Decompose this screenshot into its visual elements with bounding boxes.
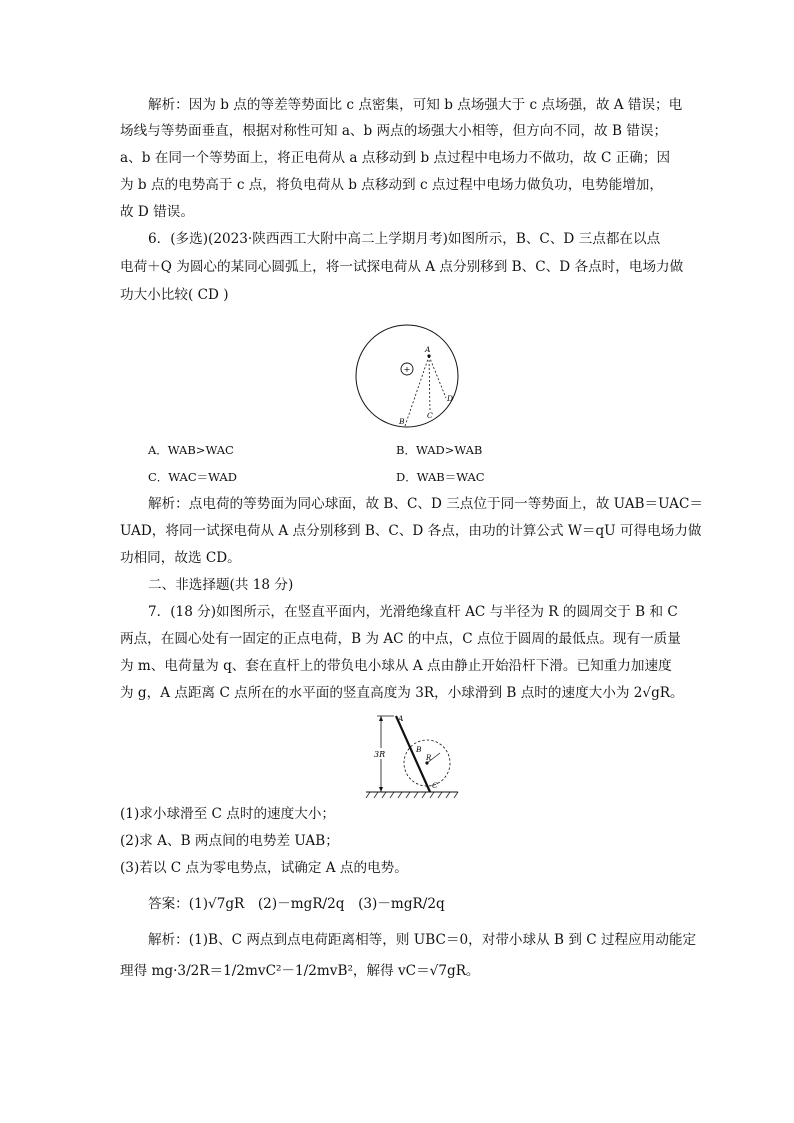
q6-fig-label-b: B bbox=[399, 417, 405, 426]
q6-option-a: A．WAB>WAC bbox=[148, 443, 234, 457]
q6-stem-line-2: 电荷＋Q 为圆心的某同心圆弧上，将一试探电荷从 A 点分别移到 B、C、D 各点时，电场力做 bbox=[120, 259, 684, 275]
q7-rod-and-circle-figure bbox=[364, 712, 460, 800]
q7-fig-label-c: C bbox=[432, 781, 438, 790]
q6-fig-label-plus: + bbox=[403, 365, 411, 374]
q6-option-c: C．WAC＝WAD bbox=[148, 470, 237, 484]
q7-stem-line-4: 为 g，A 点距离 C 点所在的水平面的竖直高度为 3R，小球滑到 B 点时的速度大小为 2√gR。 bbox=[120, 685, 684, 701]
q7-subquestion-2: (2)求 A、B 两点间的电势差 UAB； bbox=[120, 833, 339, 849]
q7-fig-label-b: B bbox=[416, 745, 422, 754]
q7-stem-line-2: 两点，在圆心处有一固定的正点电荷，B 为 AC 的中点，C 点位于圆周的最低点。现有一质量 bbox=[120, 631, 681, 647]
section-2-heading: 二、非选择题(共 18 分) bbox=[148, 577, 294, 593]
q6-explanation-line-1: 解析：点电荷的等势面为同心球面，故 B、C、D 三点位于同一等势面上，故 UAB＝UAC＝ bbox=[148, 496, 703, 512]
q5-explanation-line-4: 为 b 点的电势高于 c 点，将负电荷从 b 点移动到 c 点过程中电场力做负功，电势能增加， bbox=[120, 177, 663, 193]
q7-fig-label-a: A bbox=[398, 714, 404, 723]
q6-explanation-line-3: 功相同，故选 CD。 bbox=[120, 550, 241, 566]
q6-fig-label-d: D bbox=[447, 394, 454, 403]
q6-stem-line-1: 6．(多选)(2023·陕西西工大附中高二上学期月考)如图所示，B、C、D 三点都在以点 bbox=[148, 231, 661, 247]
q6-concentric-circle-figure bbox=[352, 320, 464, 432]
q7-fig-label-3r: 3R bbox=[374, 750, 386, 759]
q6-option-d: D．WAB＝WAC bbox=[396, 470, 485, 484]
q6-fig-label-a: A bbox=[425, 345, 431, 354]
q5-explanation-line-5: 故 D 错误。 bbox=[120, 204, 194, 220]
q6-stem-line-3: 功大小比较( CD ) bbox=[120, 287, 229, 303]
q7-subquestion-1: (1)求小球滑至 C 点时的速度大小； bbox=[120, 806, 336, 822]
q7-explanation-line-2: 理得 mg·3/2R＝1/2mvC²－1/2mvB²，解得 vC＝√7gR。 bbox=[120, 963, 480, 979]
q7-stem-line-1: 7．(18 分)如图所示，在竖直平面内，光滑绝缘直杆 AC 与半径为 R 的圆周交于 B 和 C bbox=[148, 604, 678, 620]
q5-explanation-line-3: a、b 在同一个等势面上，将正电荷从 a 点移动到 b 点过程中电场力不做功，故 C 正确；因 bbox=[120, 150, 671, 166]
q7-answer: 答案：(1)√7gR (2)－mgR/2q (3)－mgR/2q bbox=[148, 896, 445, 912]
q7-subquestion-3: (3)若以 C 点为零电势点，试确定 A 点的电势。 bbox=[120, 860, 408, 876]
q5-explanation-line-2: 场线与等势面垂直，根据对称性可知 a、b 两点的场强大小相等，但方向不同，故 B 错误； bbox=[120, 123, 668, 139]
q5-explanation-line-1: 解析：因为 b 点的等差等势面比 c 点密集，可知 b 点场强大于 c 点场强，故 A 错误；电 bbox=[148, 97, 683, 113]
q6-option-b: B．WAD>WAB bbox=[396, 443, 483, 457]
q6-fig-label-c: C bbox=[427, 411, 433, 420]
q6-explanation-line-2: UAD，将同一试探电荷从 A 点分别移到 B、C、D 各点，由功的计算公式 W＝qU 可得电场力做 bbox=[120, 523, 702, 539]
q7-stem-line-3: 为 m、电荷量为 q、套在直杆上的带负电小球从 A 点由静止开始沿杆下滑。已知重力加速度 bbox=[120, 658, 672, 674]
q7-explanation-line-1: 解析：(1)B、C 两点到点电荷距离相等，则 UBC＝0，对带小球从 B 到 C 过程应用动能定 bbox=[148, 932, 697, 948]
q7-fig-label-r: R bbox=[426, 754, 432, 762]
